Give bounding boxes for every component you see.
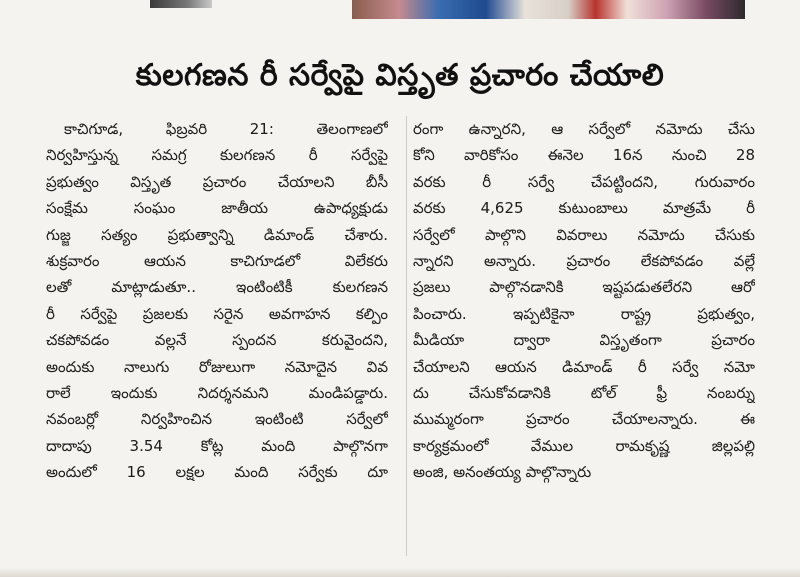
text-line: వరకు రీ సర్వే చేపట్టిందని, గురువారం xyxy=(413,172,755,191)
text-line: నిర్వహిస్తున్న సమగ్ర కులగణన రీ సర్వేపై xyxy=(46,146,388,165)
top-photo-strip xyxy=(0,0,800,20)
text-line: సర్వేలో పాల్గొని వివరాలు నమోదు చేసుకు xyxy=(413,225,755,244)
text-line: పించారు. ఇప్పటికైనా రాష్ట్ర ప్రభుత్వం, xyxy=(413,304,755,323)
text-line: కార్యక్రమంలో వేముల రామకృష్ణ జిల్లపల్లి xyxy=(413,436,755,455)
text-line: కోని వారికోసం ఈనెల 16న నుంచి 28 xyxy=(413,146,755,165)
text-line: అందులో 16 లక్షల మంది సర్వేకు దూ xyxy=(46,463,388,482)
text-line: అందుకు నాలుగు రోజులుగా నమోదైన వివ xyxy=(46,357,388,376)
text-line: చేయాలని ఆయన డిమాండ్ రీ సర్వే నమో xyxy=(413,357,755,376)
page-bottom-edge xyxy=(0,568,800,577)
text-line: వరకు 4,625 కుటుంబాలు మాత్రమే రీ xyxy=(413,199,755,218)
text-line: కాచిగూడ, ఫిబ్రవరి 21: తెలంగాణలో xyxy=(64,120,388,138)
photo-fragment-left xyxy=(150,0,212,8)
text-line: దాదాపు 3.54 కోట్ల మంది పాల్గొనగా xyxy=(46,436,388,455)
text-line: నవంబర్లో నిర్వహించిన ఇంటింటి సర్వేలో xyxy=(46,410,388,429)
text-line: రంగా ఉన్నారని, ఆ సర్వేలో నమోదు చేసు xyxy=(413,120,755,138)
article-column-left xyxy=(46,116,388,485)
text-line: లతో మాట్లాడుతూ.. ఇంటింటికీ కులగణన xyxy=(46,278,388,297)
text-line: ప్రభుత్వం విస్తృత ప్రచారం చేయాలని బీసీ xyxy=(46,172,388,191)
photo-fragment-right xyxy=(352,0,745,19)
text-line: న్నారని అన్నారు. ప్రచారం లేకపోవడం వల్లే xyxy=(413,251,755,270)
text-line: రాలే ఇందుకు నిదర్శనమని మండిపడ్డారు. xyxy=(46,383,388,402)
article-column-right xyxy=(413,116,755,485)
text-line: సంక్షేమ సంఘం జాతీయ ఉపాధ్యక్షుడు xyxy=(46,199,388,218)
text-line: ముమ్మరంగా ప్రచారం చేయాలన్నారు. ఈ xyxy=(413,410,755,429)
text-line: రీ సర్వేపై ప్రజలకు సరైన అవగాహన కల్పిం xyxy=(46,304,388,323)
text-line: శుక్రవారం ఆయన కాచిగూడలో విలేకరు xyxy=(46,251,388,270)
text-line: చకపోవడం వల్లనే స్పందన కరువైందని, xyxy=(46,331,388,350)
column-divider xyxy=(406,116,407,556)
text-line: ప్రజలు పాల్గొనడానికి ఇష్టపడుతలేరని ఆరో xyxy=(413,278,755,297)
text-line: మీడియా ద్వారా విస్తృతంగా ప్రచారం xyxy=(413,331,755,350)
text-line: దు చేసుకోవడానికి టోల్ ఫ్రీ నంబర్ను xyxy=(413,383,755,402)
text-line: అంజి, అనంతయ్య పాల్గొన్నారు xyxy=(413,463,592,482)
article-headline: కులగణన రీ సర్వేపై విస్తృత ప్రచారం చేయాలి xyxy=(135,58,665,93)
text-line: గుజ్జ సత్యం ప్రభుత్వాన్ని డిమాండ్ చేశారు. xyxy=(46,225,388,244)
